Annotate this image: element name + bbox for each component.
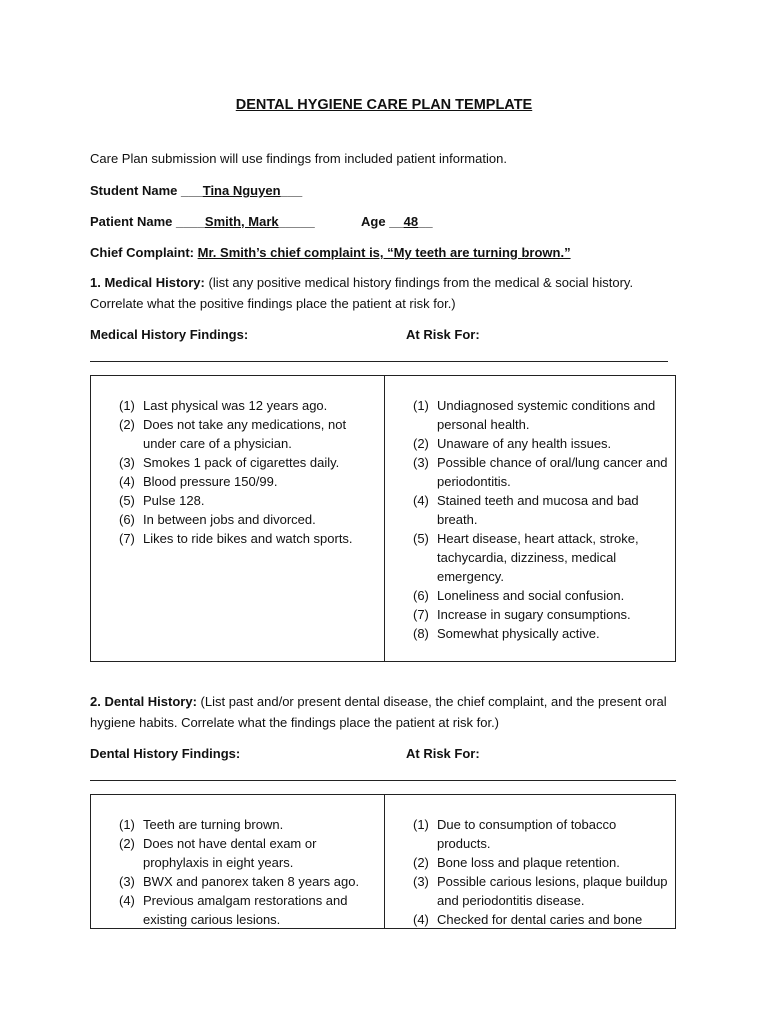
medical-risk-item <box>411 624 671 643</box>
medical-risk-item-number: (1) <box>413 398 429 413</box>
chief-complaint-label: Chief Complaint: <box>90 245 194 260</box>
medical-finding-item-number: (1) <box>119 398 135 413</box>
dental-finding-item-number: (2) <box>119 836 135 851</box>
patient-name-label: Patient Name <box>90 214 173 229</box>
chief-complaint-value: Mr. Smith’s chief complaint is, “My teeth are turning brown.” <box>197 245 571 260</box>
dental-risk-item-number: (1) <box>413 817 429 832</box>
medical-findings-label: Medical History Findings: <box>90 327 249 342</box>
dental-finding-item-text: Does not have dental exam or prophylaxis in eight years. <box>143 836 317 870</box>
dental-finding-item <box>117 834 375 872</box>
medical-history-description: (list any positive medical history findings from the medical & social history. Correlate what the positive findings place the patient at risk for.) <box>90 275 634 311</box>
age-value: 48 <box>403 214 419 229</box>
medical-underline <box>90 361 668 362</box>
medical-finding-item-number: (5) <box>119 493 135 508</box>
medical-table-divider <box>384 376 385 661</box>
medical-risk-item-number: (8) <box>413 626 429 641</box>
medical-finding-item-text: In between jobs and divorced. <box>143 512 316 527</box>
medical-risk-item-text: Somewhat physically active. <box>437 626 600 641</box>
medical-risk-item-text: Unaware of any health issues. <box>437 436 612 451</box>
medical-finding-item-text: Blood pressure 150/99. <box>143 474 278 489</box>
dental-finding-item-number: (1) <box>119 817 135 832</box>
medical-risk-item <box>411 491 671 529</box>
dental-findings-label: Dental History Findings: <box>90 746 241 761</box>
student-name-post: ___ <box>280 183 303 198</box>
patient-name-post: _____ <box>278 214 315 229</box>
medical-risk-item-text: Heart disease, heart attack, stroke, tachycardia, dizziness, medical emergency. <box>437 531 639 584</box>
medical-history-intro <box>90 273 680 314</box>
medical-risks-column <box>411 376 671 661</box>
dental-risk-item <box>411 815 671 853</box>
dental-risks-column <box>411 795 671 928</box>
medical-risk-item <box>411 529 671 586</box>
medical-finding-item <box>117 529 375 548</box>
intro-text: Care Plan submission will use findings from included patient information. <box>90 151 507 166</box>
dental-risk-item-text: Bone loss and plaque retention. <box>437 855 620 870</box>
medical-risk-item-number: (6) <box>413 588 429 603</box>
dental-finding-item <box>117 891 375 928</box>
medical-finding-item-number: (4) <box>119 474 135 489</box>
medical-finding-item <box>117 491 375 510</box>
dental-finding-item <box>117 815 375 834</box>
dental-history-description: (List past and/or present dental disease, the chief complaint, and the present oral hygiene habits. Correlate what the findings place the patient at risk for.) <box>90 694 667 730</box>
medical-risk-item-text: Undiagnosed systemic conditions and personal health. <box>437 398 656 432</box>
dental-risk-item-number: (4) <box>413 912 429 927</box>
age-label: Age <box>361 214 386 229</box>
medical-risk-label: At Risk For: <box>406 327 480 342</box>
dental-finding-item <box>117 872 375 891</box>
medical-risk-item-text: Possible chance of oral/lung cancer and periodontitis. <box>437 455 668 489</box>
medical-risk-item-text: Increase in sugary consumptions. <box>437 607 631 622</box>
dental-risk-item <box>411 872 671 910</box>
dental-history-intro <box>90 692 680 733</box>
dental-risk-item-number: (2) <box>413 855 429 870</box>
dental-history-heading: 2. Dental History: <box>90 694 197 709</box>
medical-finding-item-number: (3) <box>119 455 135 470</box>
patient-name-value: Smith, Mark <box>204 214 279 229</box>
medical-finding-item-text: Pulse 128. <box>143 493 205 508</box>
medical-risk-item-text: Loneliness and social confusion. <box>437 588 625 603</box>
dental-history-table <box>90 794 676 929</box>
medical-risk-item <box>411 434 671 453</box>
dental-risk-item <box>411 853 671 872</box>
medical-finding-item-number: (7) <box>119 531 135 546</box>
medical-risk-item <box>411 396 671 434</box>
dental-risk-label: At Risk For: <box>406 746 480 761</box>
dental-table-divider <box>384 795 385 928</box>
medical-risk-item <box>411 453 671 491</box>
dental-risk-item-number: (3) <box>413 874 429 889</box>
dental-finding-item-text: BWX and panorex taken 8 years ago. <box>143 874 360 889</box>
medical-risk-item-text: Stained teeth and mucosa and bad breath. <box>437 493 639 527</box>
chief-complaint-line <box>90 245 571 260</box>
medical-history-heading: 1. Medical History: <box>90 275 205 290</box>
medical-risk-item <box>411 605 671 624</box>
medical-risk-item-number: (5) <box>413 531 429 546</box>
medical-risk-item <box>411 586 671 605</box>
page-title: DENTAL HYGIENE CARE PLAN TEMPLATE <box>235 97 533 113</box>
patient-name-line <box>90 214 315 229</box>
age-post: __ <box>418 214 433 229</box>
dental-finding-item-text: Previous amalgam restorations and existing carious lesions. <box>143 893 348 927</box>
dental-finding-item-number: (3) <box>119 874 135 889</box>
medical-finding-item <box>117 453 375 472</box>
medical-history-table <box>90 375 676 662</box>
patient-name-pre: ____ <box>176 214 205 229</box>
medical-finding-item-text: Smokes 1 pack of cigarettes daily. <box>143 455 340 470</box>
medical-findings-column <box>117 376 375 661</box>
medical-finding-item-text: Does not take any medications, not under care of a physician. <box>143 417 347 451</box>
medical-finding-item-text: Likes to ride bikes and watch sports. <box>143 531 353 546</box>
dental-underline <box>90 780 676 781</box>
student-name-label: Student Name <box>90 183 178 198</box>
medical-finding-item-text: Last physical was 12 years ago. <box>143 398 328 413</box>
dental-finding-item-number: (4) <box>119 893 135 908</box>
dental-risk-item-text: Checked for dental caries and bone <box>437 912 643 927</box>
age-pre: __ <box>389 214 404 229</box>
medical-risk-item-number: (3) <box>413 455 429 470</box>
medical-finding-item <box>117 396 375 415</box>
medical-finding-item-number: (2) <box>119 417 135 432</box>
dental-findings-column <box>117 795 375 928</box>
medical-risk-item-number: (4) <box>413 493 429 508</box>
medical-finding-item-number: (6) <box>119 512 135 527</box>
student-name-value: Tina Nguyen <box>202 183 281 198</box>
medical-risk-item-number: (7) <box>413 607 429 622</box>
medical-finding-item <box>117 510 375 529</box>
student-name-line <box>90 183 302 198</box>
dental-risk-item-text: Possible carious lesions, plaque buildup and periodontitis disease. <box>437 874 668 908</box>
age-line <box>361 214 433 229</box>
medical-finding-item <box>117 472 375 491</box>
medical-finding-item <box>117 415 375 453</box>
dental-finding-item-text: Teeth are turning brown. <box>143 817 284 832</box>
student-name-pre: ___ <box>181 183 203 198</box>
dental-risk-item-text: Due to consumption of tobacco products. <box>437 817 617 851</box>
medical-risk-item-number: (2) <box>413 436 429 451</box>
dental-risk-item <box>411 910 671 928</box>
